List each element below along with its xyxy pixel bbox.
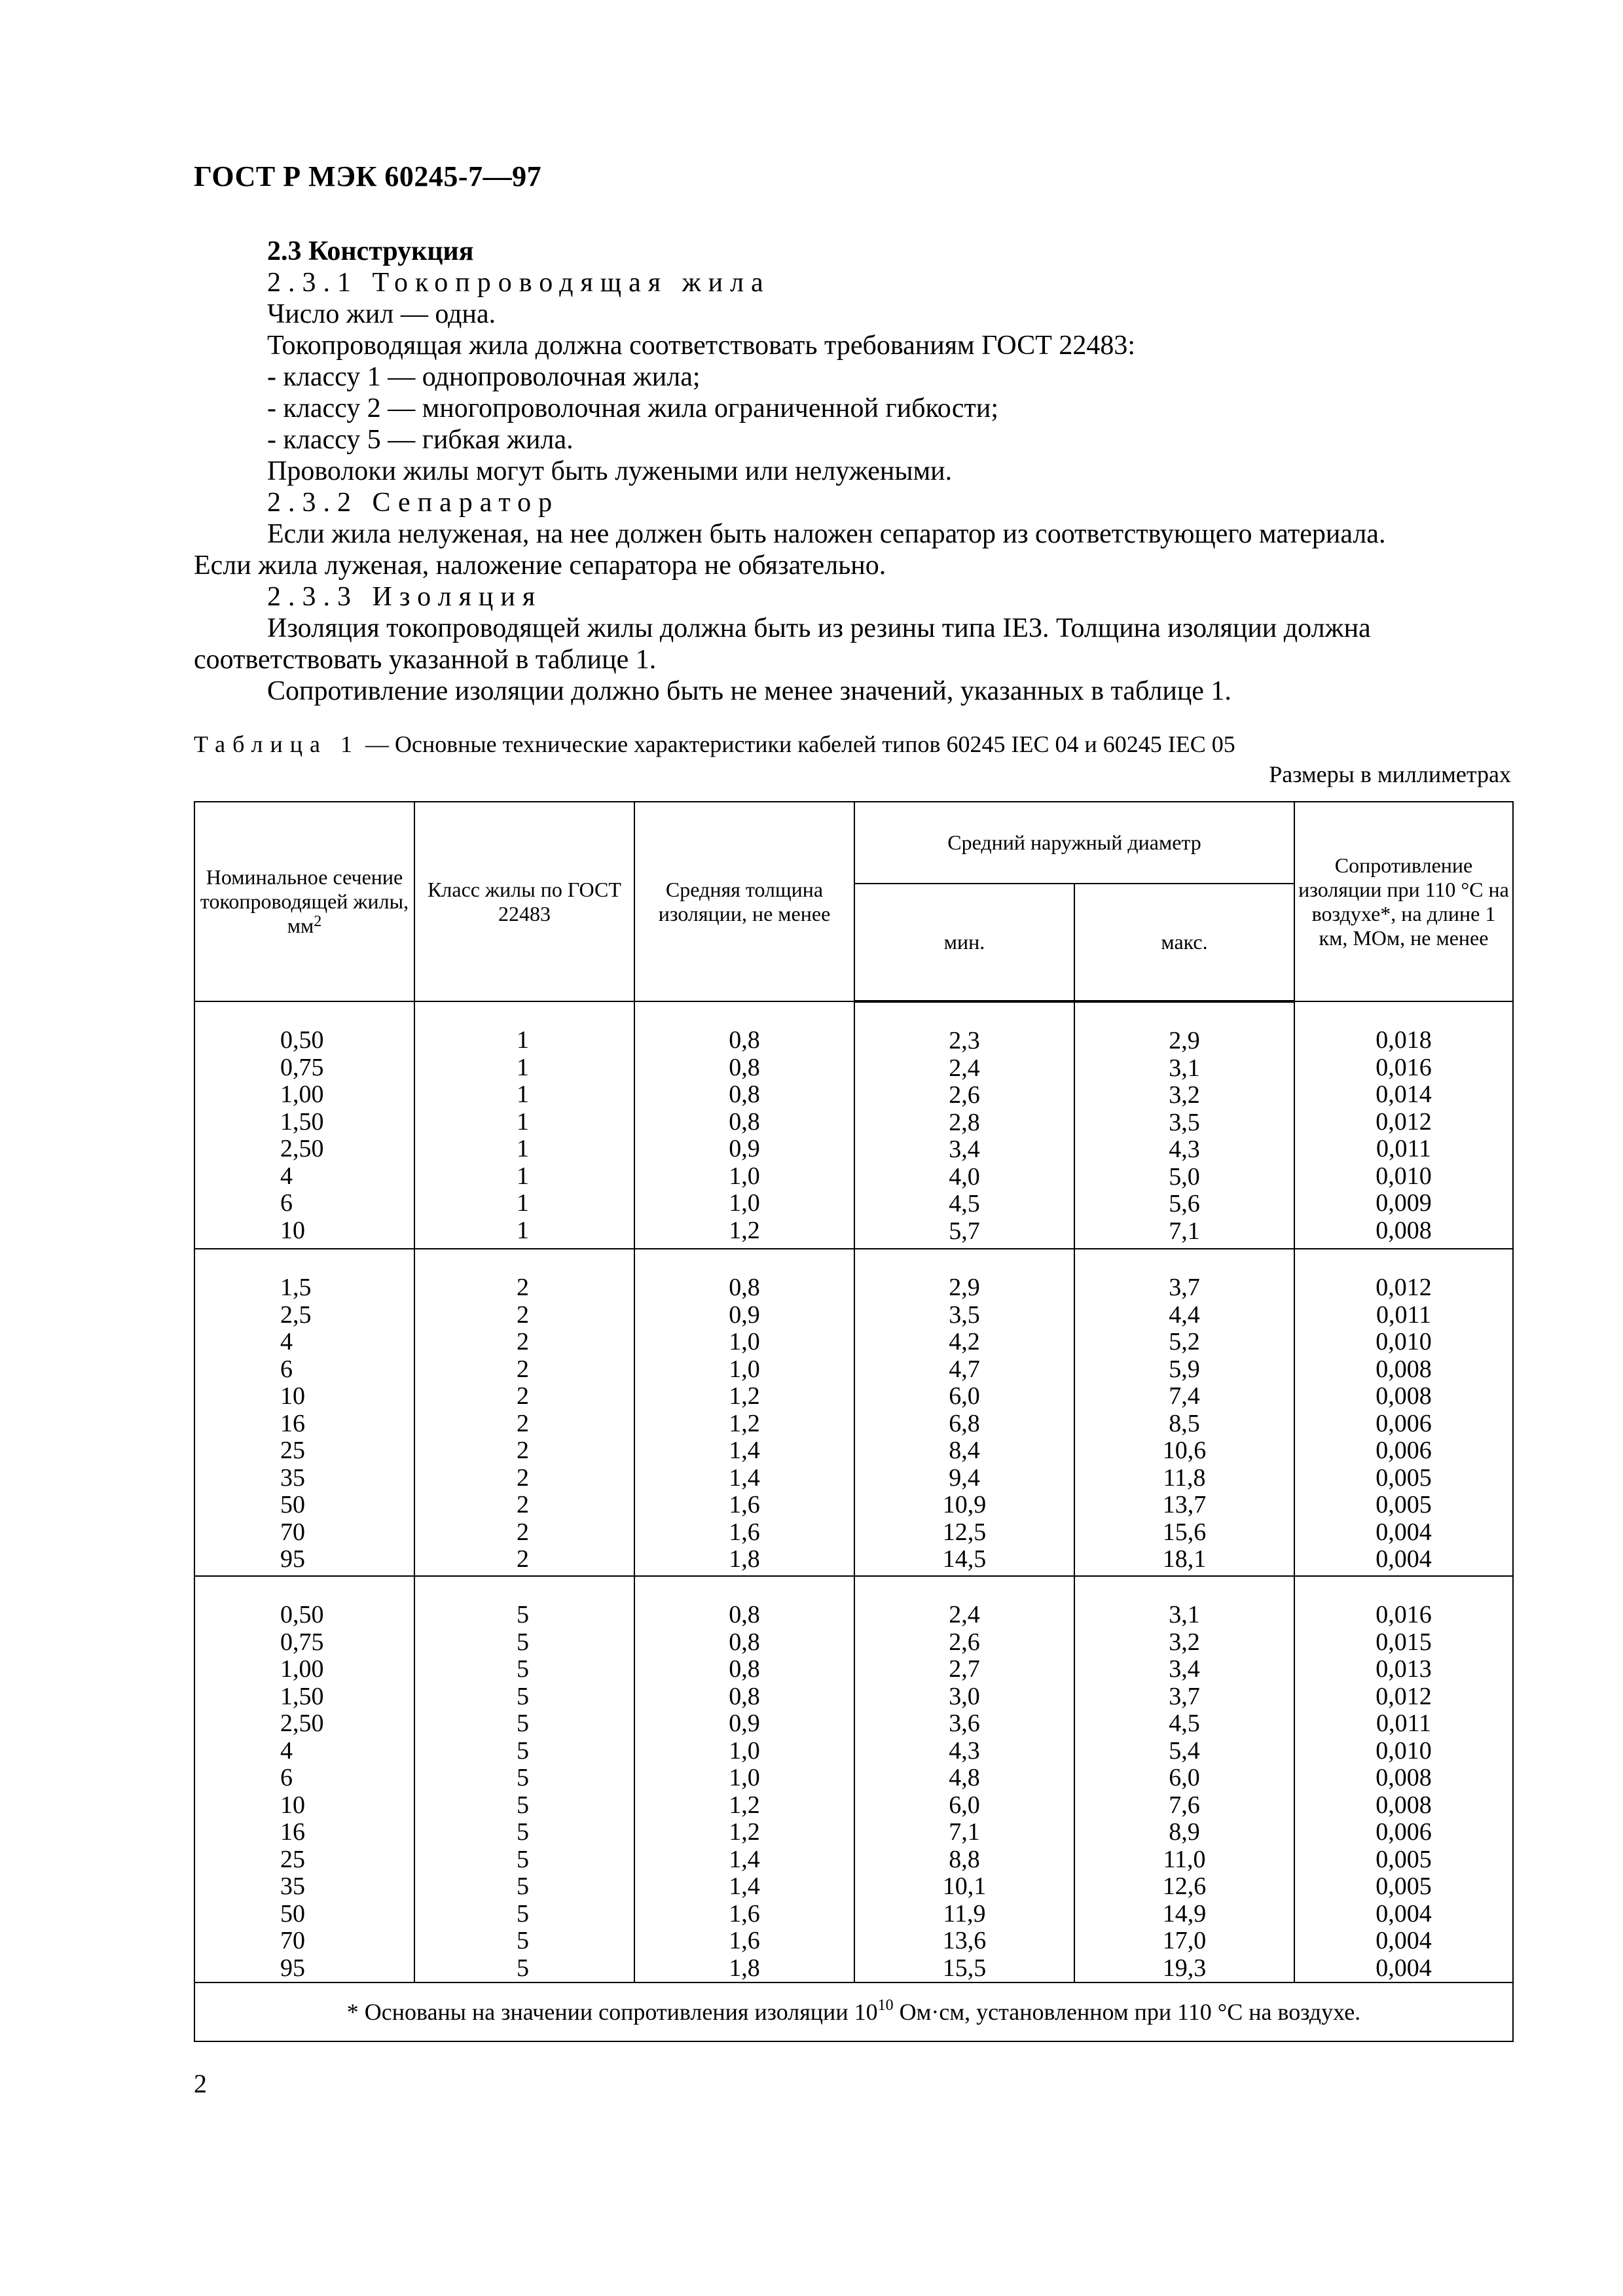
list-item: - классу 2 — многопроволочная жила ограниченной гибкости; [267,393,998,423]
cell-value: 35 [280,1873,305,1900]
table-caption [194,729,1511,789]
cell-value: 6,0 [949,1382,980,1410]
cell-value: 5,0 [1169,1162,1200,1191]
cell-value: 70 [280,1927,305,1954]
cell-value: 0,006 [1376,1409,1432,1437]
cell-value: 1,0 [729,1764,760,1791]
cell-value: 2 [517,1491,529,1518]
cell-value: 8,8 [949,1845,980,1873]
cell-value: 3,2 [1169,1081,1200,1109]
cell-section [194,1576,414,1982]
header-diameter: Средний наружный диаметр [854,802,1294,884]
cell-value: 10 [280,1216,305,1244]
cell-min [854,1249,1074,1576]
paragraph-line: Проволоки жилы могут быть лужеными или нелужеными. [267,456,953,486]
cell-value: 0,75 [280,1053,324,1081]
cell-value: 6,0 [949,1791,980,1819]
cell-value: 1,50 [280,1107,324,1136]
cell-value: 1,6 [729,1927,760,1954]
cell-value: 5 [517,1818,529,1846]
cell-value: 0,50 [280,1601,324,1628]
header-row-1 [194,802,1513,884]
cell-value: 1,5 [280,1274,312,1301]
cell-value: 0,009 [1376,1189,1432,1217]
cell-value: 3,6 [949,1710,980,1737]
cell-value: 5 [517,1710,529,1737]
cell-value: 1,2 [729,1382,760,1410]
cell-value: 0,013 [1376,1655,1432,1683]
cell-value: 0,016 [1376,1601,1432,1628]
cell-value: 10,9 [942,1491,987,1518]
cell-value: 70 [280,1518,305,1546]
header-section [194,802,414,1001]
cell-value: 1,00 [280,1081,324,1108]
cell-value: 10 [280,1791,305,1819]
cell-value: 95 [280,1545,305,1573]
cell-max [1074,1576,1294,1982]
header-max: макс. [1074,884,1294,1001]
cell-value: 0,8 [729,1053,760,1081]
cell-value: 0,004 [1376,1954,1432,1982]
table-title [194,729,1511,759]
cell-value: 11,9 [943,1899,986,1928]
cell-value: 50 [280,1899,305,1928]
cell-value: 1 [517,1135,529,1162]
cell-value: 3,5 [1169,1108,1200,1136]
cell-value: 1,0 [729,1328,760,1355]
cell-value: 3,0 [949,1682,980,1710]
cell-value: 0,008 [1376,1382,1432,1410]
cell-value: 3,2 [1169,1628,1200,1656]
cell-value: 0,9 [729,1300,760,1329]
cell-value: 18,1 [1162,1545,1207,1573]
cell-value: 2,3 [949,1027,980,1054]
cell-value: 2 [517,1382,529,1410]
table-footnote-row [194,1982,1513,2041]
cell-value: 3,4 [1169,1655,1200,1683]
cell-value: 8,4 [949,1437,980,1464]
cell-value: 2 [517,1463,529,1492]
cell-value: 0,75 [280,1628,324,1656]
cell-value: 25 [280,1845,305,1873]
cell-value: 1,4 [729,1845,760,1873]
cell-value: 1,4 [729,1873,760,1900]
cell-value: 2,5 [280,1300,312,1329]
cell-value: 11,8 [1163,1463,1206,1492]
cell-value: 5,2 [1169,1328,1200,1355]
cell-value: 1,0 [729,1355,760,1383]
cell-value: 5,9 [1169,1355,1200,1383]
document-header: ГОСТ Р МЭК 60245-7—97 [194,160,542,192]
cell-value: 19,3 [1162,1954,1207,1982]
cell-value: 14,9 [1162,1899,1207,1928]
cell-value: 0,010 [1376,1328,1432,1355]
cell-value: 0,008 [1376,1216,1432,1244]
cell-value: 1,6 [729,1491,760,1518]
cell-value: 9,4 [949,1463,980,1492]
cell-value: 12,6 [1162,1873,1207,1900]
cell-value: 2,7 [949,1655,980,1683]
cell-value: 5,7 [949,1217,980,1245]
cell-value: 2,4 [949,1601,980,1628]
cell-value: 25 [280,1437,305,1464]
paragraph-line: Изоляция токопроводящей жилы должна быть из резины типа IE3. Толщина изоляции должна [267,613,1371,643]
cell-value: 7,6 [1169,1791,1200,1819]
cell-value: 10,1 [942,1873,987,1900]
cell-value: 4 [280,1328,293,1355]
subsection-2-3-3-title: 2.3.3 Изоляция [267,582,543,612]
cell-value: 0,012 [1376,1682,1432,1710]
cell-value: 5 [517,1628,529,1656]
cell-value: 6 [280,1355,293,1383]
specs-table-grid [194,801,1514,2042]
cell-value: 14,5 [942,1545,987,1573]
cell-value: 4,5 [1169,1710,1200,1737]
cell-value: 5 [517,1899,529,1928]
cell-value: 3,5 [949,1300,980,1329]
cell-section [194,1249,414,1576]
cell-value: 1,2 [729,1791,760,1819]
cell-value: 1,2 [729,1409,760,1437]
cell-value: 1 [517,1026,529,1054]
cell-value: 0,011 [1376,1135,1432,1162]
paragraph-line: Число жил — одна. [267,299,496,329]
list-item: - классу 5 — гибкая жила. [267,425,574,455]
cell-value: 0,006 [1376,1818,1432,1846]
cell-value: 0,012 [1376,1274,1432,1301]
cell-min [854,1001,1074,1249]
cell-thickness [634,1001,854,1249]
cell-value: 5 [517,1601,529,1628]
footnote-text: * Основаны на значении сопротивления изоляции 10 [346,1999,878,2025]
cell-value: 0,8 [729,1682,760,1710]
cell-value: 0,014 [1376,1081,1432,1108]
cell-value: 2,6 [949,1081,980,1109]
table-label: Таблица 1 [194,731,359,757]
cell-value: 0,018 [1376,1026,1432,1054]
cell-value: 3,4 [949,1136,980,1163]
cell-value: 1,6 [729,1518,760,1546]
cell-value: 4 [280,1736,293,1765]
cell-value: 1,0 [729,1162,760,1190]
cell-value: 1 [517,1216,529,1244]
subsection-2-3-1-title: 2.3.1 Токопроводящая жила [267,268,771,298]
cell-value: 50 [280,1491,305,1518]
cell-value: 0,004 [1376,1545,1432,1573]
cell-thickness [634,1576,854,1982]
table-group-class-2 [194,1249,1513,1576]
cell-value: 4,8 [949,1764,980,1791]
paragraph-line: Сопротивление изоляции должно быть не менее значений, указанных в таблице 1. [267,676,1231,706]
cell-value: 0,011 [1376,1300,1432,1329]
paragraph-line: Токопроводящая жила должна соответствовать требованиям ГОСТ 22483: [267,331,1136,361]
cell-value: 0,9 [729,1710,760,1737]
table-group-class-5 [194,1576,1513,1982]
cell-value: 10,6 [1162,1437,1207,1464]
cell-value: 2,9 [949,1274,980,1301]
cell-value: 7,1 [1169,1217,1200,1245]
cell-value: 7,1 [949,1818,980,1846]
cell-value: 4,7 [949,1355,980,1383]
cell-value: 0,9 [729,1135,760,1162]
cell-value: 5 [517,1655,529,1683]
cell-value: 5 [517,1873,529,1900]
footnote-exponent: 10 [877,1997,894,2014]
cell-value: 0,004 [1376,1518,1432,1546]
paragraph-line: соответствовать указанной в таблице 1. [194,645,657,675]
cell-resistance [1294,1001,1513,1249]
paragraph-line: Если жила нелуженая, на нее должен быть наложен сепаратор из соответствующего материала. [267,519,1386,549]
cell-value: 0,50 [280,1026,324,1054]
cell-value: 0,8 [729,1081,760,1108]
cell-value: 2,50 [280,1135,324,1162]
cell-value: 2 [517,1328,529,1355]
cell-value: 2,50 [280,1710,324,1737]
header-section-exponent: 2 [314,913,322,930]
cell-value: 1 [517,1162,529,1190]
cell-value: 2 [517,1409,529,1437]
page-number: 2 [194,2069,207,2098]
cell-value: 2 [517,1274,529,1301]
cell-value: 17,0 [1162,1927,1207,1954]
cell-value: 0,008 [1376,1355,1432,1383]
cell-value: 2,6 [949,1628,980,1656]
cell-value: 3,7 [1169,1274,1200,1301]
cell-value: 16 [280,1818,305,1846]
cell-value: 1,2 [729,1216,760,1244]
table-group-class-1 [194,1001,1513,1249]
cell-section [194,1001,414,1249]
cell-value: 7,4 [1169,1382,1200,1410]
cell-class [414,1001,634,1249]
cell-value: 1,50 [280,1682,324,1710]
cell-value: 13,6 [942,1927,987,1954]
paragraph-line: Если жила луженая, наложение сепаратора не обязательно. [194,550,886,581]
cell-value: 5 [517,1927,529,1954]
table-footnote [194,1982,1513,2041]
cell-value: 2 [517,1437,529,1464]
cell-value: 3,7 [1169,1682,1200,1710]
cell-value: 2,9 [1169,1027,1200,1054]
cell-value: 1,0 [729,1189,760,1217]
cell-value: 0,8 [729,1601,760,1628]
cell-value: 0,004 [1376,1899,1432,1928]
cell-value: 2 [517,1518,529,1546]
cell-value: 0,8 [729,1026,760,1054]
cell-resistance [1294,1576,1513,1982]
table-title-text: — Основные технические характеристики кабелей типов 60245 IEC 04 и 60245 IEC 05 [359,731,1235,757]
cell-value: 0,004 [1376,1927,1432,1954]
cell-value: 4,3 [949,1736,980,1765]
cell-value: 0,8 [729,1628,760,1656]
cell-max [1074,1001,1294,1249]
header-min: мин. [854,884,1074,1001]
cell-value: 8,5 [1169,1409,1200,1437]
cell-value: 4,0 [949,1162,980,1191]
cell-value: 0,008 [1376,1764,1432,1791]
cell-value: 1,2 [729,1818,760,1846]
cell-value: 0,012 [1376,1107,1432,1136]
cell-value: 0,011 [1376,1710,1432,1737]
cell-thickness [634,1249,854,1576]
cell-value: 6,8 [949,1409,980,1437]
section-2-3 [194,236,1511,707]
subsection-2-3-2-title: 2.3.2 Сепаратор [267,488,560,518]
cell-value: 1 [517,1081,529,1108]
cell-value: 0,006 [1376,1437,1432,1464]
cell-value: 1,8 [729,1545,760,1573]
cell-value: 35 [280,1463,305,1492]
cell-value: 0,8 [729,1107,760,1136]
header-thickness: Средняя толщина изоляции, не менее [634,802,854,1001]
footnote-text-end: Ом·см, установленном при 110 °C на воздухе. [893,1999,1361,2025]
cell-value: 0,8 [729,1274,760,1301]
cell-value: 2 [517,1300,529,1329]
cell-value: 5,4 [1169,1736,1200,1765]
cell-class [414,1249,634,1576]
cell-value: 13,7 [1162,1491,1207,1518]
cell-value: 6 [280,1189,293,1217]
cell-value: 4,3 [1169,1136,1200,1163]
specs-table [194,801,1512,2038]
cell-value: 1,6 [729,1899,760,1928]
cell-value: 2 [517,1545,529,1573]
cell-value: 4,5 [949,1190,980,1217]
cell-value: 5,6 [1169,1190,1200,1217]
cell-value: 0,008 [1376,1791,1432,1819]
cell-value: 6,0 [1169,1764,1200,1791]
cell-value: 10 [280,1382,305,1410]
cell-value: 15,5 [942,1954,987,1982]
cell-value: 95 [280,1954,305,1982]
cell-value: 4,2 [949,1328,980,1355]
cell-value: 6 [280,1764,293,1791]
cell-value: 0,005 [1376,1873,1432,1900]
cell-value: 0,010 [1376,1736,1432,1765]
cell-value: 1 [517,1053,529,1081]
cell-value: 12,5 [942,1518,987,1546]
cell-value: 5 [517,1845,529,1873]
cell-value: 15,6 [1162,1518,1207,1546]
cell-value: 3,1 [1169,1054,1200,1082]
cell-value: 3,1 [1169,1601,1200,1628]
cell-value: 0,015 [1376,1628,1432,1656]
cell-value: 5 [517,1954,529,1982]
cell-value: 0,8 [729,1655,760,1683]
cell-value: 1 [517,1107,529,1136]
cell-max [1074,1249,1294,1576]
cell-value: 1,0 [729,1736,760,1765]
cell-resistance [1294,1249,1513,1576]
cell-value: 16 [280,1409,305,1437]
cell-min [854,1576,1074,1982]
cell-value: 4 [280,1162,293,1190]
header-resistance: Сопротивление изоляции при 110 °C на воздухе*, на длине 1 км, МОм, не менее [1294,802,1513,1001]
cell-value: 1,00 [280,1655,324,1683]
cell-value: 2,4 [949,1054,980,1082]
cell-value: 11,0 [1163,1845,1206,1873]
cell-value: 0,005 [1376,1491,1432,1518]
cell-value: 1,4 [729,1437,760,1464]
cell-value: 5 [517,1736,529,1765]
cell-value: 5 [517,1791,529,1819]
cell-class [414,1576,634,1982]
cell-value: 2,8 [949,1108,980,1136]
table-units: Размеры в миллиметрах [1269,761,1511,787]
cell-value: 2 [517,1355,529,1383]
cell-value: 1,4 [729,1463,760,1492]
cell-value: 0,016 [1376,1053,1432,1081]
cell-value: 1 [517,1189,529,1217]
cell-value: 0,005 [1376,1463,1432,1492]
section-title: 2.3 Конструкция [267,236,474,266]
header-section-text: Номинальное сечение токопроводящей жилы, мм [200,865,409,937]
cell-value: 5 [517,1682,529,1710]
cell-value: 0,005 [1376,1845,1432,1873]
cell-value: 0,010 [1376,1162,1432,1190]
cell-value: 4,4 [1169,1300,1200,1329]
cell-value: 5 [517,1764,529,1791]
header-class: Класс жилы по ГОСТ 22483 [414,802,634,1001]
cell-value: 8,9 [1169,1818,1200,1846]
list-item: - классу 1 — однопроволочная жила; [267,362,701,392]
cell-value: 1,8 [729,1954,760,1982]
